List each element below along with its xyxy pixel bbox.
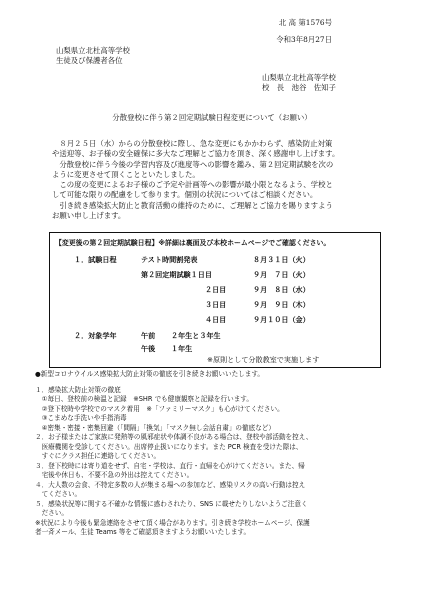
sender-principal: 校 長 池谷 佐知子 [262, 83, 336, 93]
body-line: ように変更させて頂くことといたしました。 [52, 169, 200, 179]
recipient-block [56, 46, 130, 67]
sender-school: 山梨県立北杜高等学校 [262, 73, 336, 82]
schedule-row-date: ９月 ８日（水） [253, 285, 310, 294]
schedule-row-name: テスト時間割発表 [141, 255, 198, 264]
precautions-notes [35, 370, 405, 538]
schedule-row-name: ２日目 [205, 285, 227, 294]
body-line: ８月２５日（水）からの分散登校に際し、急な変更にもかかわらず、感染防止対策 [52, 139, 333, 148]
schedule-row-date: ９月 ７日（火） [253, 270, 310, 279]
body-line: お願い申し上げます。 [52, 211, 126, 221]
schedule-header: 【変更後の第２回定期試験日程】※詳細は裏面及び本校ホームページでご確認ください。 [55, 239, 331, 247]
note-line: てください。 [35, 490, 82, 498]
note-line: ださい。 [35, 509, 68, 517]
schedule-row-date: ９月１０日（金） [253, 315, 310, 324]
note-line: ３．登下校時には寄り道をせず、自宅・学校は、直行・直帰を心がけてください。また、帰 [35, 461, 305, 470]
document-title: 分散登校に伴う第２回定期試験日程変更について（お願い） [112, 113, 312, 122]
schedule-row-name: ４日目 [205, 315, 227, 324]
body-text [52, 139, 382, 221]
note-line: ４．大人数の会食、不特定多数の人が集まる場への参加など、感染リスクの高い行動は控え [35, 480, 306, 489]
grade-target: ２年生と３年生 [171, 331, 221, 340]
note-line: ④密集・密接・密集回避（「間隔」「換気」「マスク無し会話自粛」の徹底など） [35, 423, 275, 432]
grade-time: 午後 [141, 344, 156, 353]
note-line: すぐにクラス担任に連絡してください。 [35, 452, 161, 460]
schedule-note: ※原則として分散教室で実施します [207, 355, 320, 364]
note-line: ５．感染状況等に関する不確かな情報に惑わされたり、SNS に載せたりしないようご注意く [35, 499, 308, 508]
body-line: や送迎等、お子様の安全確保に多大なご理解とご協力を頂き、深く感謝申し上げます。 [52, 149, 340, 159]
schedule-row-name: 第２回定期試験１日目 [141, 270, 212, 279]
exam-schedule-box [49, 232, 381, 368]
note-line: ②登下校時や学校でのマスク着用 ※「ファミリーマスク」も心がけてください。 [35, 404, 284, 413]
document-number: 北 高 第1576号 [278, 18, 332, 27]
note-line: 医療機関を受診してください。出席停止扱いになります。また PCR 検査を受けた際は、 [35, 442, 303, 451]
grade-time: 午前 [141, 331, 156, 340]
recipient-school: 山梨県立北杜高等学校 [56, 46, 130, 55]
note-line: ２．お子様またはご家族に発熱等の風邪症状や体調不良がある場合は、登校や部活動を控え、 [35, 433, 313, 441]
note-line: ③こまめな手洗いや手指消毒 [35, 414, 127, 422]
body-line: 引き続き感染拡大防止と教育活動の維持のために、ご理解とご協力を賜りますよう [52, 200, 333, 210]
body-line: して可能な限りの配慮をして参ります。個別の状況についてはご相談ください。 [52, 190, 318, 200]
note-line: ●新型コロナウイルス感染拡大防止対策の徹底を引き続きお願いいたします。 [35, 370, 265, 378]
note-line: ①毎日、登校前の検温と記録 ※SHR でも健康観察と記録を行います。 [35, 395, 253, 403]
sender-block [262, 73, 336, 94]
note-line: 宅後や休日も、不要不急の外出は控えてください。 [35, 471, 194, 479]
grade-target: １年生 [171, 344, 193, 353]
body-line: 分散登校に伴う今後の学習内容及び進度等への影響を鑑み、第２回定期試験を次の [52, 159, 334, 169]
schedule-row-date: ８月３１日（火） [253, 255, 310, 264]
schedule-item1-label: １．試験日程 [74, 255, 117, 264]
note-line: １．感染拡大防止対策の徹底 [35, 385, 121, 394]
schedule-row-name: ３日目 [205, 300, 227, 309]
body-line: この度の変更によるお子様のご予定や計画等への影響が最小限となるよう、学校と [52, 180, 333, 190]
note-line: ※状況により今後も緊急連絡をさせて頂く場合があります。引き続き学校ホームページ、保護 [35, 518, 310, 527]
schedule-item2-label: ２．対象学年 [74, 331, 117, 340]
note-line: 者一斉メール、生徒 Teams 等をご確認頂きますようお願いいたします。 [35, 528, 251, 536]
recipient-audience: 生徒及び保護者各位 [56, 56, 123, 66]
schedule-row-date: ９月 ９日（木） [253, 300, 310, 309]
document-date: 令和3年8月27日 [276, 35, 332, 44]
